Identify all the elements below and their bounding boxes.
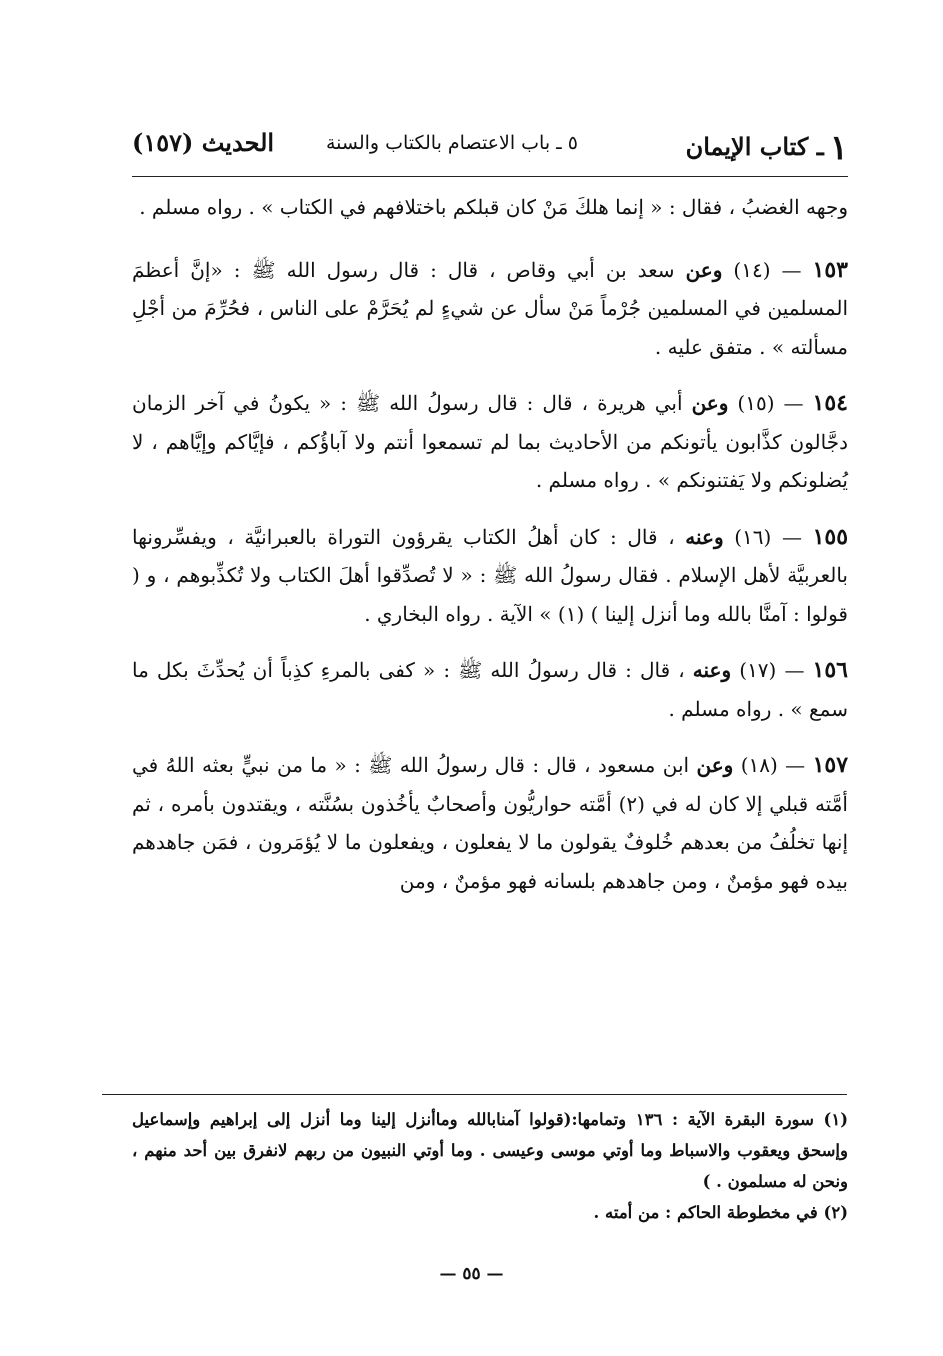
hadith-index: — (١٧) bbox=[739, 658, 805, 682]
hadith-index: — (١٥) bbox=[737, 391, 804, 415]
hadith-text: ابن مسعود ، قال : قال رسولُ الله ﷺ : « ما من نبيٍّ بعثه اللهُ في أمَّته قبلي إلا كان له في (٢) أمَّته حواريُّون وأصحابٌ يأخُذون بسُنَّته ، ويقتدون بأمره ، ثم إنها تخلُفُ من بعدهم خُلوفٌ يقولون ما لا يفعلون ، ويفعلون ما لا يُؤمَرون ، فمَن جاهدهم بيده فهو مؤمنٌ ، ومن جاهدهم بلسانه فهو مؤمنٌ ، ومن bbox=[132, 753, 848, 893]
footnotes bbox=[132, 1104, 848, 1228]
chapter-heading bbox=[686, 128, 848, 168]
paragraph-text: وجهه الغضبُ ، فقال : « إنما هلكَ مَنْ كان قبلكم باختلافهم في الكتاب » . رواه مسلم . bbox=[139, 195, 848, 219]
hadith-157 bbox=[132, 746, 848, 900]
hadith-156 bbox=[132, 651, 848, 728]
narrator-marker: وعنه bbox=[692, 658, 732, 682]
chapter-title: ـ كتاب الإيمان bbox=[685, 132, 824, 161]
chapter-number: ١ bbox=[829, 128, 848, 168]
hadith-154 bbox=[132, 384, 848, 500]
hadith-index: — (١٨) bbox=[740, 753, 806, 777]
hadith-text: أبي هريرة ، قال : قال رسولُ الله ﷺ : « يكونُ في آخر الزمان دجَّالون كذَّابون يأتونكم من الأحاديث بما لم تسمعوا أنتم ولا آباؤُكم ، فإيَّاكم وإيَّاهم ، لا يُضلونكم ولا يَفتنونكم » . رواه مسلم . bbox=[132, 391, 848, 492]
narrator-marker: وعن bbox=[685, 257, 723, 282]
continuation-paragraph bbox=[132, 188, 848, 227]
narrator-marker: وعن bbox=[691, 391, 729, 415]
hadith-number: ١٥٥ bbox=[812, 523, 849, 550]
footnote-1: (١) سورة البقرة الآية : ١٣٦ وتمامها:(قولوا آمنابالله وماأنزل إلينا وما أنزل إلى إبراهيم وإسماعيل وإسحق ويعقوب والاسباط وما أوتي موسى وعيسى . وما أوتي النبيون من ربهم لانفرق بين أحد منهم ، ونحن له مسلمون . ) bbox=[132, 1110, 848, 1191]
hadith-text: ، قال : قال رسولُ الله ﷺ : « كفى بالمرءِ كذِباً أن يُحدِّثَ بكل ما سمع » . رواه مسلم . bbox=[132, 658, 848, 721]
hadith-number: ١٥٧ bbox=[812, 752, 849, 778]
narrator-marker: وعنه bbox=[685, 524, 724, 549]
hadith-text: ، قال : كان أهلُ الكتاب يقرؤون التوراة بالعبرانيَّة ، ويفسِّرونها بالعربيَّة لأهل الإسلام . فقال رسولُ الله ﷺ : « لا تُصدِّقوا أهلَ الكتاب ولا تُكذِّبوهم ، و ( قولوا : آمنَّا بالله وما أنزل إلينا ) (١) » الآية . رواه البخاري . bbox=[132, 524, 848, 626]
running-header bbox=[132, 128, 848, 172]
section-title: ٥ ـ باب الاعتصام بالكتاب والسنة bbox=[325, 132, 578, 154]
header-divider bbox=[132, 176, 848, 177]
hadith-reference: الحديث (١٥٧) bbox=[132, 128, 275, 157]
hadith-text: سعد بن أبي وقاص ، قال : قال رسول الله ﷺ : «إنَّ أعظمَ المسلمين في المسلمين جُرْماً مَنْ سأل عن شيءٍ لم يُحَرَّمْ على الناس ، فحُرِّمَ من أجْلِ مسألته » . متفق عليه . bbox=[132, 257, 848, 359]
hadith-index: — (١٤) bbox=[733, 257, 802, 282]
hadith-number: ١٥٣ bbox=[812, 256, 848, 283]
hadith-index: — (١٦) bbox=[734, 524, 802, 549]
footnote-2: (٢) في مخطوطة الحاكم : من أمته . bbox=[593, 1203, 848, 1222]
hadith-153 bbox=[132, 251, 848, 367]
page-number: — ٥٥ — bbox=[439, 1264, 504, 1284]
main-text bbox=[132, 188, 848, 918]
hadith-number: ١٥٤ bbox=[812, 390, 848, 416]
hadith-number: ١٥٦ bbox=[812, 657, 848, 683]
hadith-155 bbox=[132, 518, 848, 634]
footnote-divider bbox=[102, 1094, 847, 1095]
narrator-marker: وعن bbox=[696, 753, 734, 777]
